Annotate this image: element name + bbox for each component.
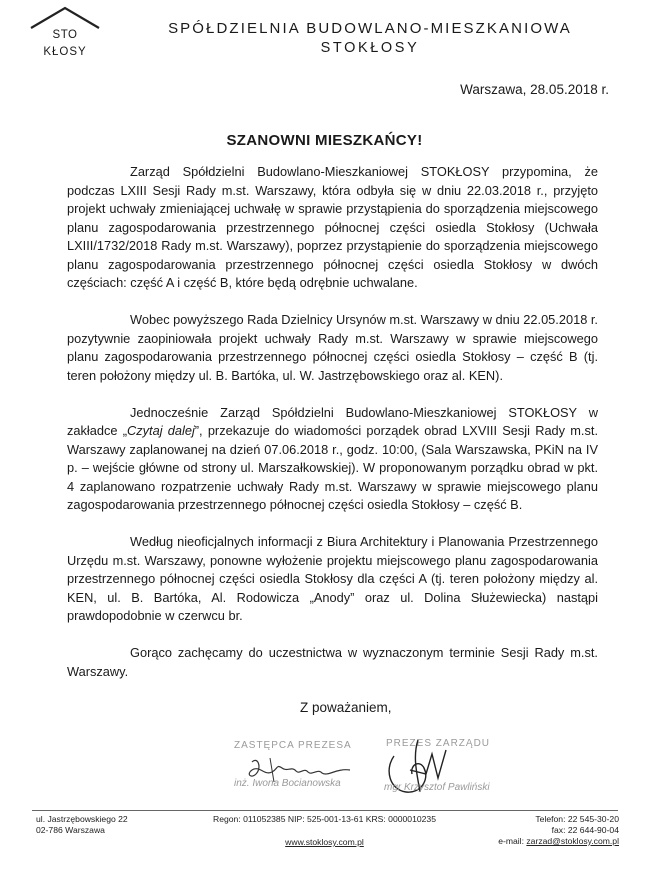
- footer-fax: fax: 22 644-90-04: [551, 825, 619, 835]
- paragraph-3-rest: ”, przekazuje do wiadomości porządek obrad LXVIII Sesji Rady m.st. Warszawy zaplanowanej na dzień 07.06.2018 r., godz. 10:00, (Sala Warszawska, PKiN na IV p. – wejście główne od strony ul. Marszałkowskiej). W proponowanym porządku obrad w pkt. 4 zaplanowano rozpatrzenie uchwały Rady m.st. Warszawy w sprawie miejscowego planu zagospodarowania przestrzennego północnej części osiedla Stokłosy – część B.: [67, 423, 599, 512]
- paragraph-3: [67, 404, 598, 515]
- organization-subname: STOKŁOSY: [320, 40, 420, 56]
- signature-president: [380, 730, 550, 802]
- paragraph-2: Wobec powyższego Rada Dzielnicy Ursynów m.st. Warszawy w dniu 22.05.2018 r. pozytywnie zaopiniowała projekt uchwały Rady m.st. Warszawy w sprawie miejscowego planu zagospodarowania przestrzennego północnej części osiedla Stokłosy – część B (tj. teren położony między ul. B. Bartóka, ul. W. Jastrzębowskiego oraz al. KEN).: [67, 312, 598, 383]
- logo-text-bottom: KŁOSY: [43, 46, 87, 58]
- stamp-name-president: mgr Krzysztof Pawliński: [384, 782, 490, 793]
- paragraph-3-start: Jednocześnie Zarząd Spółdzielni Budowlano-Mieszkaniowej STOKŁOSY w zakładce „: [67, 404, 598, 438]
- logo-text-top: STO: [52, 29, 78, 41]
- footer-email-link[interactable]: zarzad@stoklosy.com.pl: [526, 836, 619, 846]
- footer-website-link[interactable]: www.stoklosy.com.pl: [285, 837, 364, 847]
- organization-name: SPÓŁDZIELNIA BUDOWLANO-MIESZKANIOWA: [168, 20, 572, 37]
- closing-salutation: Z poważaniem,: [300, 700, 392, 715]
- paragraph-1: Zarząd Spółdzielni Budowlano-Mieszkaniowej STOKŁOSY przypomina, że podczas LXIII Sesji Rady m.st. Warszawy, która odbyła się w dniu 22.03.2018 r., przyjęto projekt uchwały zmieniającej uchwałę w sprawie przystąpienia do sporządzenia miejscowego planu zagospodarowania przestrzennego północnej części osiedla Stokłosy (Uchwała LXIII/1732/2018 Rady m.st. Warszawy), poprzez przystąpienie do sporządzenia miejscowego planu zagospodarowania przestrzennego północnej części osiedla Stokłosy w dwóch częściach: część A i część B, które będą odrębnie uchwalane.: [67, 164, 598, 290]
- letter-heading: SZANOWNI MIESZKAŃCY!: [226, 132, 423, 149]
- signature-vice-president: [232, 738, 372, 798]
- letter-date: Warszawa, 28.05.2018 r.: [460, 82, 609, 97]
- footer-email-label: e-mail:: [498, 836, 524, 846]
- cooperative-logo: [28, 6, 102, 62]
- stamp-title-president: PREZES ZARZĄDU: [386, 738, 491, 749]
- letter-body: [67, 163, 598, 700]
- roof-icon: [28, 6, 102, 30]
- footer-address-line-1: ul. Jastrzębowskiego 22: [36, 814, 128, 824]
- paragraph-5: Gorąco zachęcamy do uczestnictwa w wyznaczonym terminie Sesji Rady m.st. Warszawy.: [67, 645, 598, 679]
- stamp-name-vice-president: inż. Iwona Bocianowska: [234, 778, 341, 789]
- footer-address-line-2: 02-786 Warszawa: [36, 825, 105, 835]
- footer-phone: Telefon: 22 545-30-20: [535, 814, 619, 824]
- paragraph-4: Według nieoficjalnych informacji z Biura Architektury i Planowania Przestrzennego Urzędu m.st. Warszawy, ponowne wyłożenie projektu miejscowego planu zagospodarowania przestrzennego północnej części osiedla Stokłosy dla części A (tj. teren położony między al. KEN, ul. B. Bartóka, Al. Rodowicza „Anody” oraz ul. Dolina Służewiecka) nastąpi prawdopodobnie w czerwcu br.: [67, 534, 598, 623]
- footer-email: [498, 836, 619, 847]
- footer-divider: [32, 810, 618, 811]
- read-more-link-text[interactable]: Czytaj dalej: [126, 423, 195, 438]
- stamp-title-vice-president: ZASTĘPCA PREZESA: [234, 740, 352, 751]
- footer-registration-ids: Regon: 011052385 NIP: 525-001-13-61 KRS: 0000010235: [213, 814, 436, 824]
- handwritten-signature-left: [232, 738, 372, 798]
